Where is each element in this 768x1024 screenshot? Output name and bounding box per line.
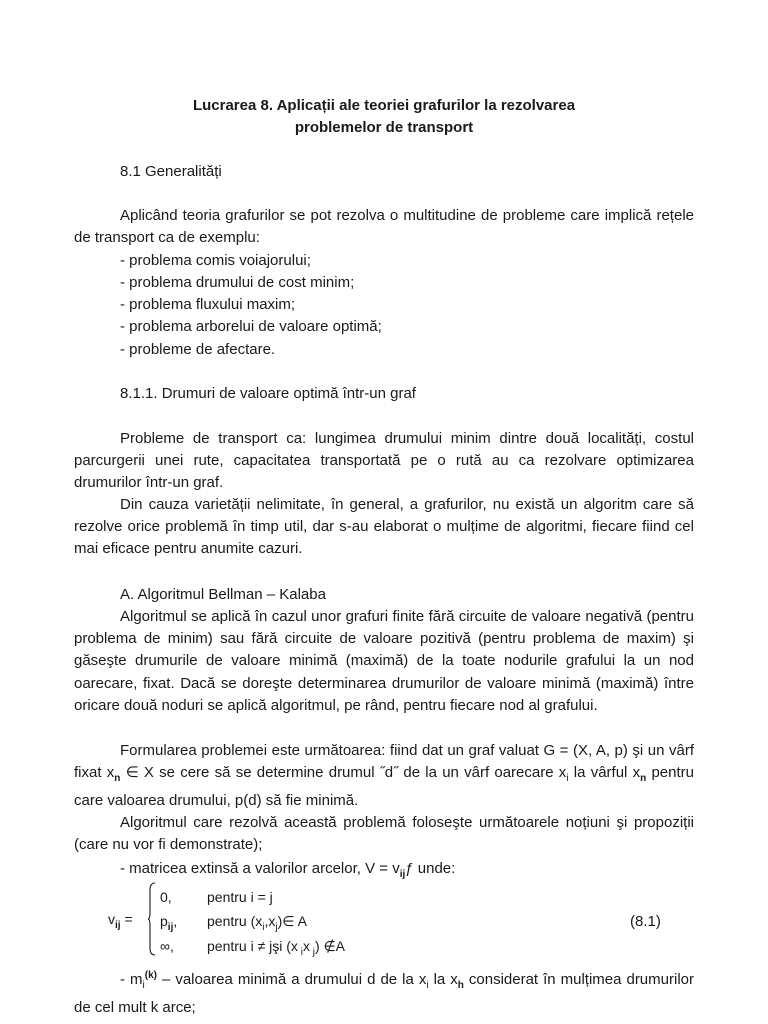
formula-case2-condition: pentru $(x_i,x_j)\in$ A [207,913,307,933]
list-item: - problema fluxului maxim; [120,296,296,313]
formula-case1-value: 0, [160,889,172,905]
list-item: - problema comis voiajorului; [120,252,311,269]
paragraph-algoritmi: Din cauza varietății nelimitate, în general, a grafurilor, nu există un algoritm care să rezolve orice problemă în timp util, dar s-au elaborat o mulțime de algoritmi, fiecare fiind cel mai eficace pentru anumite cazuri. [74,496,694,558]
section-heading-8-1-1: 8.1.1. Drumuri de valoare optimă într-un graf [120,385,416,402]
formula-case2-value: $p_{ij}$, [160,913,178,933]
list-item: - problema drumului de cost minim; [120,274,355,291]
paragraph-transport: Probleme de transport ca: lungimea drumului minim dintre două localități, costul parcurgerii unei rute, capacitatea transportată pe o rută au ca rezolvare optimizarea drumurilor într-un graf. [74,430,694,492]
formula-case3-value: ∞, [160,938,174,954]
section-heading-bellman: A. Algoritmul Bellman – Kalaba [120,586,326,603]
list-item: - problema arborelui de valoare optimă; [120,318,382,335]
paragraph-notiuni: Algoritmul care rezolvă această problemă foloseşte următoarele noțiuni şi propoziții (care nu vor fi demonstrate); [74,814,694,854]
document-title-line1: Lucrarea 8. Aplicații ale teoriei grafurilor la rezolvarea [192,97,576,114]
list-item: - probleme de afectare. [120,341,276,358]
paragraph-formulare: Formularea problemei este următoarea: fiind dat un graf valuat G = (X, A, p) şi un vârf fixat $x_n$ ∈ X se cere să se determine drumul ˝d˝ de la un vârf oarecare $x_i$ la vârful $x_n$ pentru care valoarea drumului, p(d) să fie minimă. [74,742,694,810]
formula-case3-condition: pentru i ≠ jşi (x $_i$x $_j$) ∉A [207,938,346,958]
formula-lhs: $v_{ij}$ = [108,911,133,931]
section-heading-8-1: 8.1 Generalități [120,163,222,180]
document-title-line2: problemelor de transport [294,119,474,136]
paragraph-mik: - $m_i^{(k)}$ – valoarea minimă a drumului d de la $x_i$ la $x_h$ considerat în mulțimea drumurilor de cel mult k arce; [74,970,694,1017]
formula-number: (8.1) [630,913,661,930]
formula-case1-condition: pentru i = j [207,889,273,905]
paragraph-bellman-intro: Algoritmul se aplică în cazul unor grafuri finite fără circuite de valoare negativă (pentru problema de minim) sau fără circuite de valoare pozitivă (pentru problema de maxim) şi găseşte drumurile de valoare minimă (maximă) de la toate nodurile grafului la un nod oarecare, fixat. Dacă se doreşte determinarea drumurilor de valoare minimă (maximă) între oricare două noduri se aplică algoritmul, pe rând, pentru fiecare nod al grafului. [74,608,694,714]
intro-paragraph: Aplicând teoria grafurilor se pot rezolva o multitudine de probleme care implică rețele de transport ca de exemplu: [74,207,694,247]
formula-brace [148,882,156,956]
matrix-definition: - matricea extinsă a valorilor arcelor, $V = v_{ij}ƒ$ unde: [120,860,456,880]
